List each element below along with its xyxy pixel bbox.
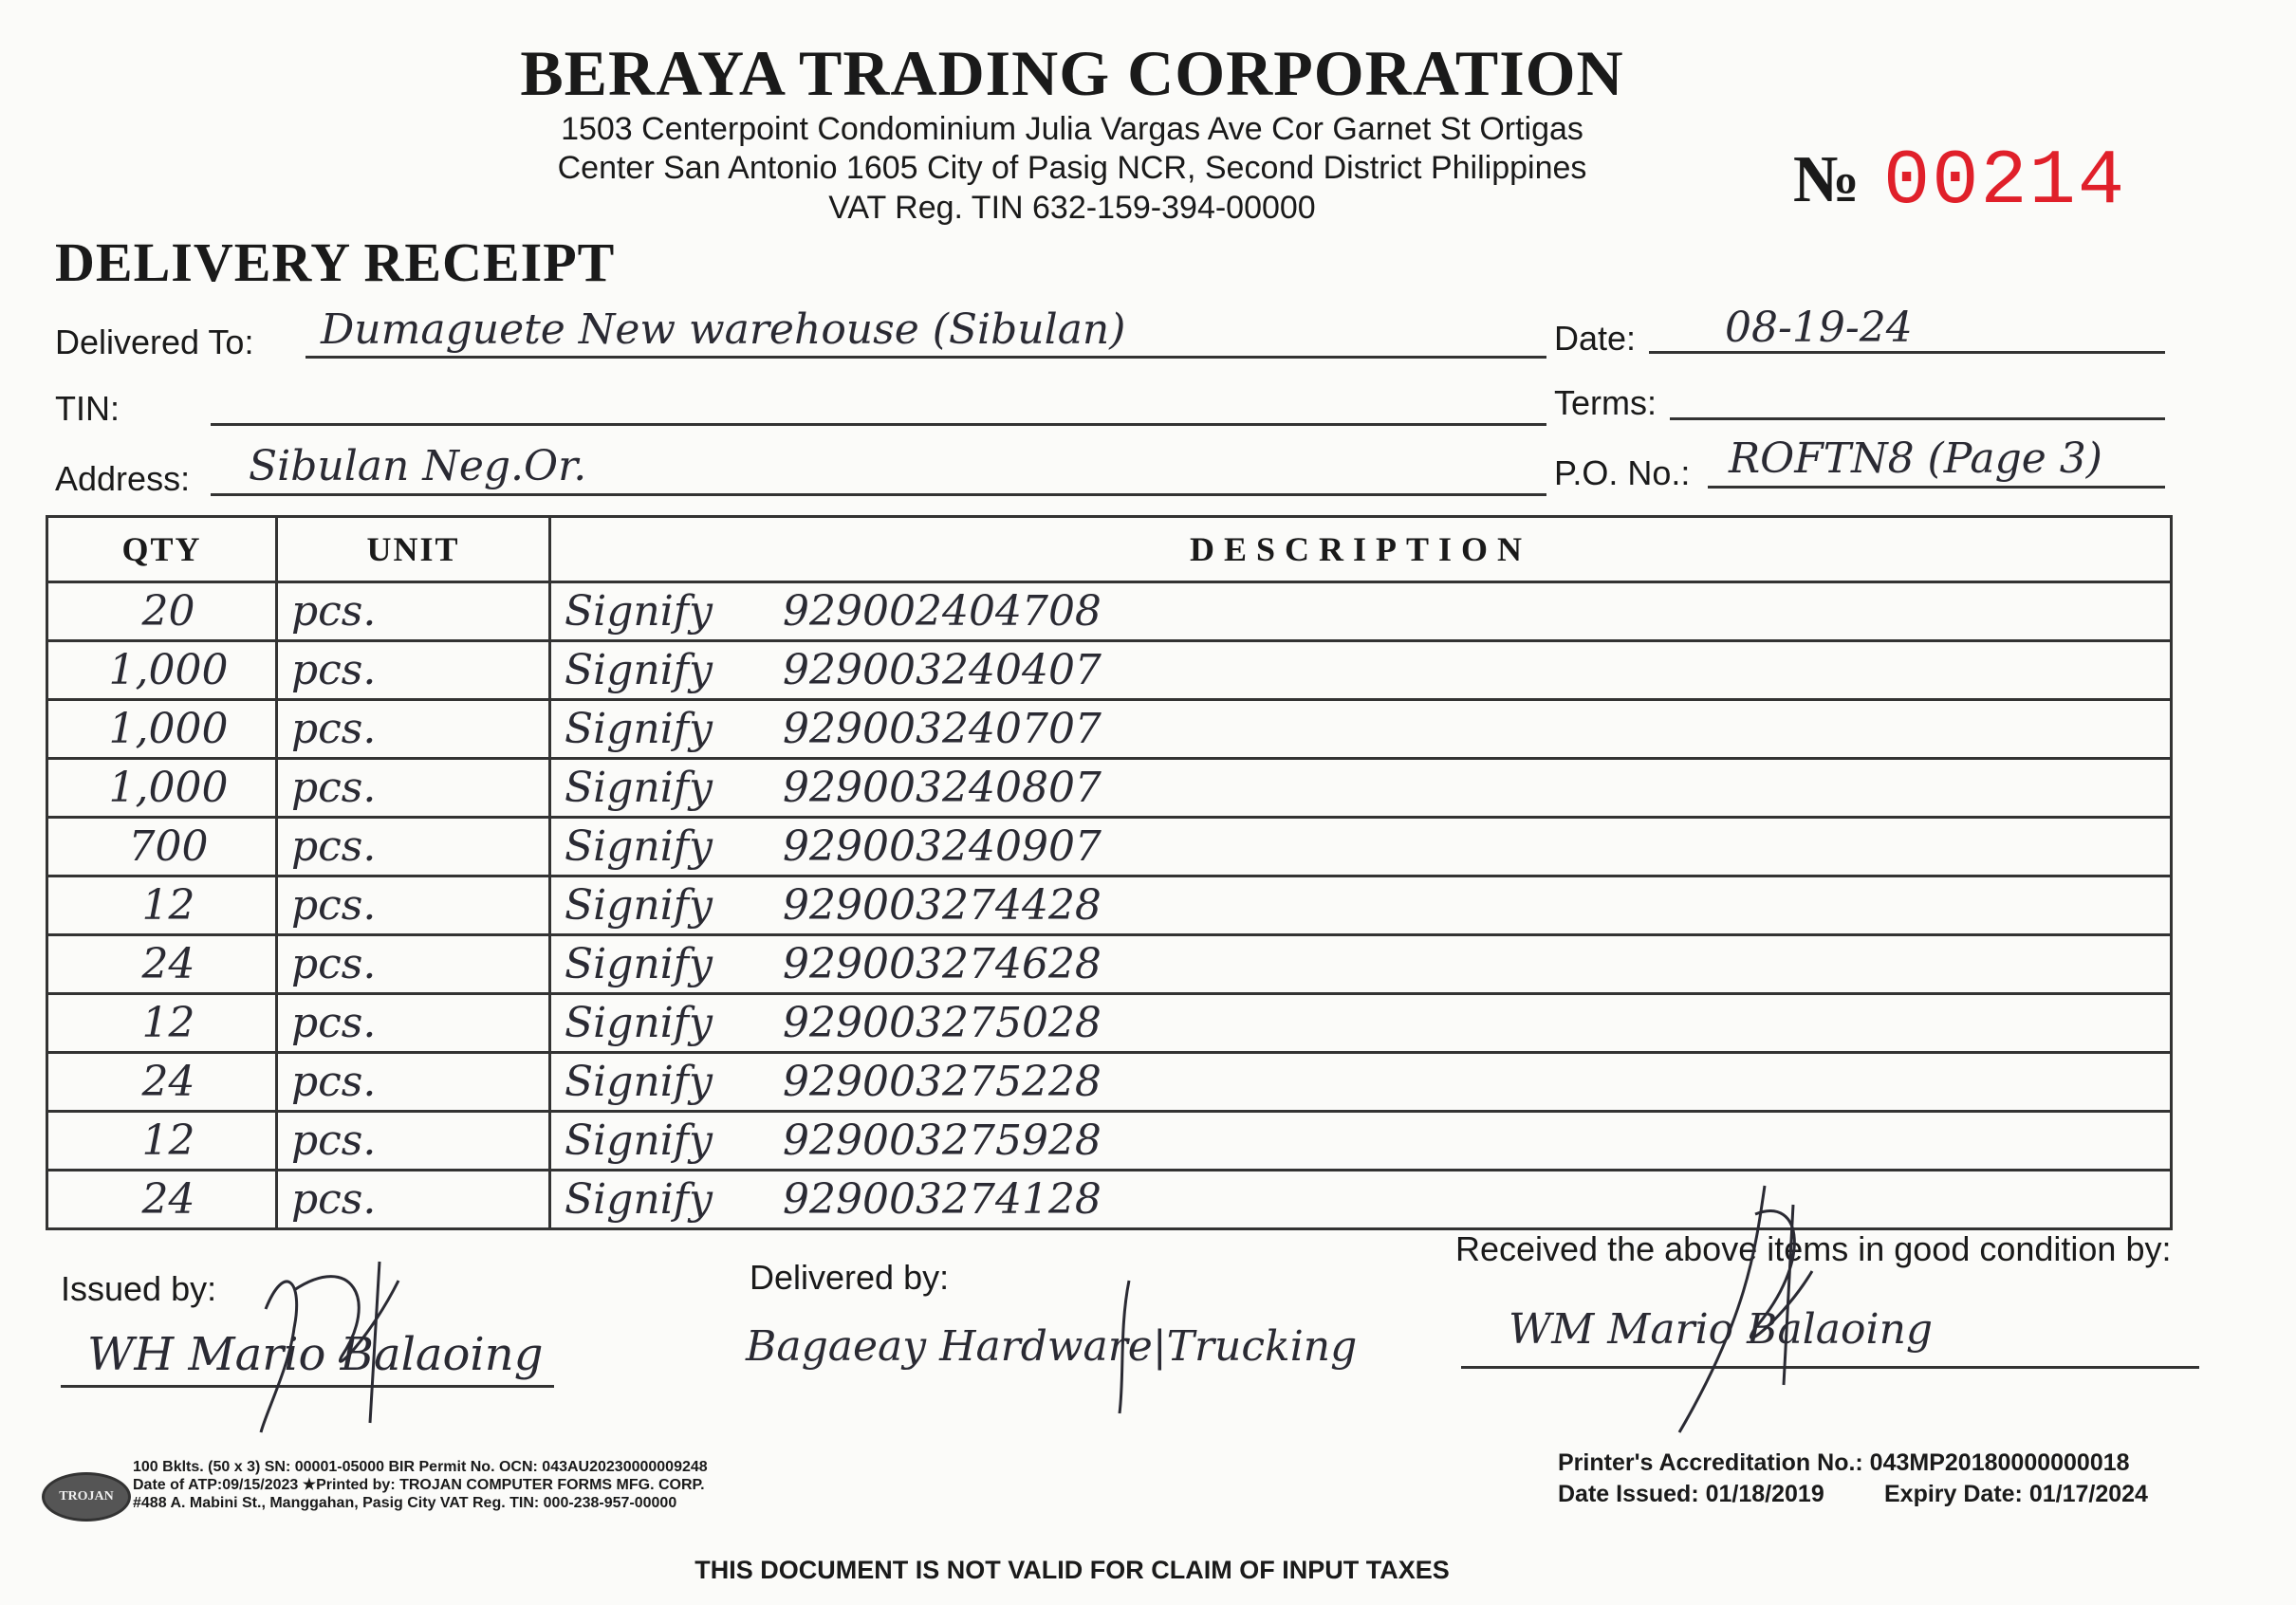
table-row bbox=[47, 582, 2172, 641]
table-row bbox=[47, 700, 2172, 759]
row-qty: 12 bbox=[47, 994, 277, 1053]
row-unit: pcs. bbox=[277, 818, 550, 876]
row-qty: 12 bbox=[47, 1112, 277, 1171]
document-title: DELIVERY RECEIPT bbox=[55, 231, 616, 293]
row-description bbox=[550, 994, 2172, 1053]
row-qty: 1,000 bbox=[47, 700, 277, 759]
row-brand: Signify bbox=[565, 587, 713, 636]
row-brand: Signify bbox=[565, 1058, 713, 1106]
row-item-code: 929003274428 bbox=[783, 881, 1102, 930]
po-label: P.O. No.: bbox=[1554, 453, 1691, 492]
row-item-code: 929003274628 bbox=[783, 940, 1102, 988]
row-qty: 1,000 bbox=[47, 759, 277, 818]
delivered-by-label: Delivered by: bbox=[750, 1258, 950, 1297]
row-item-code: 929003240407 bbox=[783, 646, 1102, 694]
terms-line bbox=[1670, 417, 2165, 420]
description-header: DESCRIPTION bbox=[550, 517, 2172, 582]
tin-label: TIN: bbox=[55, 389, 120, 428]
row-brand: Signify bbox=[565, 705, 713, 753]
received-signature-scribble bbox=[1641, 1176, 1850, 1442]
row-unit: pcs. bbox=[277, 1171, 550, 1229]
row-item-code: 929003275028 bbox=[783, 999, 1102, 1047]
date-value: 08-19-24 bbox=[1725, 304, 1913, 352]
printer-date-issued: Date Issued: 01/18/2019 bbox=[1558, 1481, 1824, 1507]
company-vat: VAT Reg. TIN 632-159-394-00000 bbox=[828, 190, 1316, 226]
delivered-to-line bbox=[306, 356, 1546, 359]
table-row bbox=[47, 935, 2172, 994]
row-qty: 24 bbox=[47, 1053, 277, 1112]
row-unit: pcs. bbox=[277, 994, 550, 1053]
row-description bbox=[550, 876, 2172, 935]
row-unit: pcs. bbox=[277, 759, 550, 818]
row-qty: 700 bbox=[47, 818, 277, 876]
table-row bbox=[47, 1171, 2172, 1229]
row-unit: pcs. bbox=[277, 1112, 550, 1171]
date-label: Date: bbox=[1554, 319, 1637, 358]
row-item-code: 929003240907 bbox=[783, 822, 1102, 871]
serial-number: 00214 bbox=[1883, 138, 2127, 226]
delivered-to-label: Delivered To: bbox=[55, 323, 254, 361]
row-description bbox=[550, 818, 2172, 876]
row-description bbox=[550, 641, 2172, 700]
table-row bbox=[47, 994, 2172, 1053]
row-description bbox=[550, 1112, 2172, 1171]
received-by-label: Received the above items in good condition by: bbox=[1455, 1229, 2172, 1268]
row-brand: Signify bbox=[565, 764, 713, 812]
address-line bbox=[211, 493, 1546, 496]
company-address-line1: 1503 Centerpoint Condominium Julia Vargas Ave Cor Garnet St Ortigas bbox=[561, 111, 1583, 147]
delivered-to-value: Dumaguete New warehouse (Sibulan) bbox=[321, 305, 1126, 354]
serial-number-label: № bbox=[1793, 143, 1861, 216]
tax-notice: THIS DOCUMENT IS NOT VALID FOR CLAIM OF INPUT TAXES bbox=[694, 1556, 1450, 1584]
table-row bbox=[47, 876, 2172, 935]
row-brand: Signify bbox=[565, 881, 713, 930]
table-header-row bbox=[47, 517, 2172, 582]
row-unit: pcs. bbox=[277, 582, 550, 641]
qty-header: QTY bbox=[47, 517, 277, 582]
row-qty: 24 bbox=[47, 935, 277, 994]
po-line bbox=[1708, 486, 2165, 489]
address-value: Sibulan Neg.Or. bbox=[249, 442, 587, 490]
row-brand: Signify bbox=[565, 940, 713, 988]
printer-logo: TROJAN bbox=[42, 1472, 131, 1522]
tin-line bbox=[211, 423, 1546, 426]
row-brand: Signify bbox=[565, 822, 713, 871]
row-description bbox=[550, 1171, 2172, 1229]
row-item-code: 929002404708 bbox=[783, 587, 1102, 636]
row-item-code: 929003275928 bbox=[783, 1116, 1102, 1165]
row-unit: pcs. bbox=[277, 700, 550, 759]
row-brand: Signify bbox=[565, 646, 713, 694]
printer-expiry-date: Expiry Date: 01/17/2024 bbox=[1884, 1481, 2148, 1507]
row-qty: 20 bbox=[47, 582, 277, 641]
table-row bbox=[47, 641, 2172, 700]
row-description bbox=[550, 582, 2172, 641]
printer-accreditation: Printer's Accreditation No.: 043MP20180000000018 bbox=[1558, 1449, 2130, 1476]
address-label: Address: bbox=[55, 459, 191, 498]
items-table bbox=[46, 515, 2173, 1230]
issued-signature-scribble bbox=[237, 1224, 427, 1442]
table-row bbox=[47, 1112, 2172, 1171]
row-qty: 24 bbox=[47, 1171, 277, 1229]
received-by-name: WM Mario Balaoing bbox=[1509, 1305, 1934, 1354]
table-row bbox=[47, 1053, 2172, 1112]
row-brand: Signify bbox=[565, 999, 713, 1047]
printer-line2: Date of ATP:09/15/2023 ★Printed by: TROJAN COMPUTER FORMS MFG. CORP. bbox=[133, 1477, 705, 1493]
company-name: BERAYA TRADING CORPORATION bbox=[520, 37, 1624, 109]
row-unit: pcs. bbox=[277, 935, 550, 994]
row-brand: Signify bbox=[565, 1116, 713, 1165]
company-address-line2: Center San Antonio 1605 City of Pasig NCR, Second District Philippines bbox=[557, 150, 1587, 186]
row-description bbox=[550, 935, 2172, 994]
row-item-code: 929003240707 bbox=[783, 705, 1102, 753]
row-description bbox=[550, 700, 2172, 759]
row-qty: 1,000 bbox=[47, 641, 277, 700]
row-description bbox=[550, 1053, 2172, 1112]
po-value: ROFTN8 (Page 3) bbox=[1729, 434, 2102, 483]
row-unit: pcs. bbox=[277, 876, 550, 935]
delivered-signature-stroke bbox=[1101, 1271, 1176, 1423]
table-row bbox=[47, 818, 2172, 876]
issued-by-label: Issued by: bbox=[61, 1269, 217, 1308]
row-description bbox=[550, 759, 2172, 818]
unit-header: UNIT bbox=[277, 517, 550, 582]
printer-line3: #488 A. Mabini St., Manggahan, Pasig City VAT Reg. TIN: 000-238-957-00000 bbox=[133, 1495, 677, 1511]
row-qty: 12 bbox=[47, 876, 277, 935]
row-item-code: 929003275228 bbox=[783, 1058, 1102, 1106]
printer-line1: 100 Bklts. (50 x 3) SN: 00001-05000 BIR Permit No. OCN: 043AU20230000009248 bbox=[133, 1459, 708, 1475]
terms-label: Terms: bbox=[1554, 383, 1657, 422]
row-brand: Signify bbox=[565, 1175, 713, 1224]
row-item-code: 929003240807 bbox=[783, 764, 1102, 812]
row-item-code: 929003274128 bbox=[783, 1175, 1102, 1224]
row-unit: pcs. bbox=[277, 641, 550, 700]
table-row bbox=[47, 759, 2172, 818]
delivered-by-name: Bagaeay Hardware|Trucking bbox=[746, 1322, 1358, 1371]
row-unit: pcs. bbox=[277, 1053, 550, 1112]
issued-by-name: WH Mario Balaoing bbox=[87, 1328, 544, 1381]
